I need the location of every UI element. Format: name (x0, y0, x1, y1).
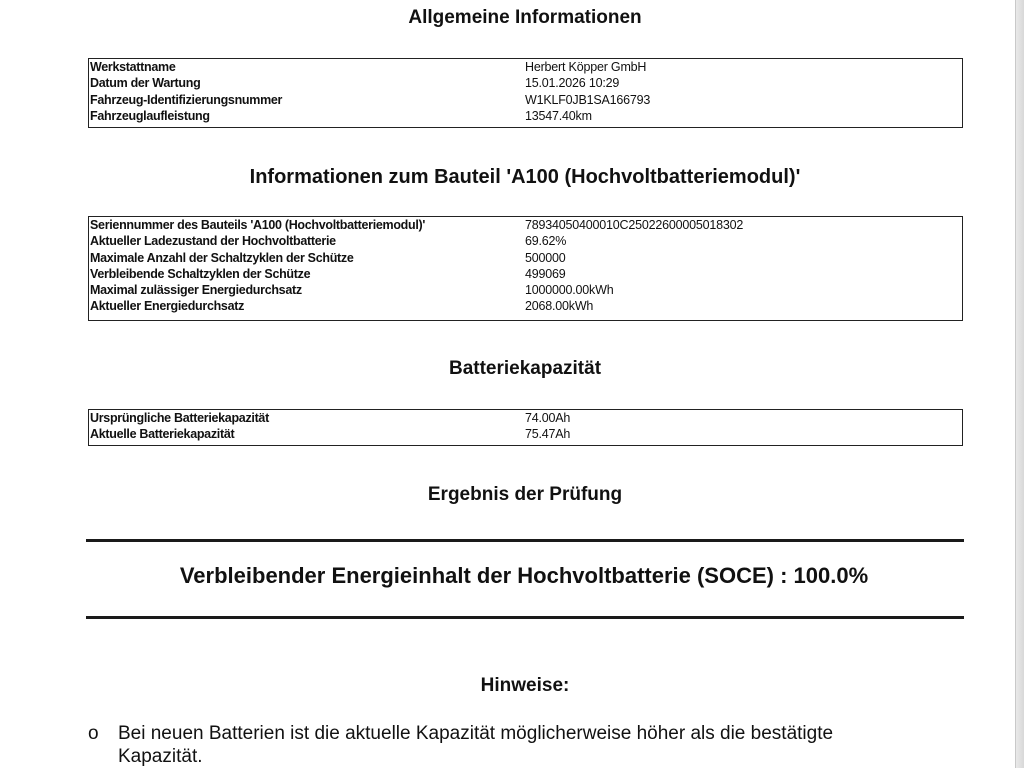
table-row (89, 282, 962, 298)
row-label: Aktueller Ladezustand der Hochvoltbatterie (90, 234, 336, 249)
row-label: Werkstattname (90, 60, 176, 74)
capacity-heading: Batteriekapazität (448, 358, 602, 379)
row-value: 75.47Ah (525, 427, 571, 442)
result-heading: Ergebnis der Prüfung (427, 484, 623, 505)
note-text: Bei neuen Batterien ist die aktuelle Kapazität möglicherweise höher als die bestätigte Kapazität. (118, 723, 834, 767)
row-value: 74.00Ah (525, 411, 571, 425)
row-label: Fahrzeuglaufleistung (90, 108, 210, 123)
row-value: 1000000.00kWh (525, 283, 614, 298)
row-value: Herbert Köpper GmbH (525, 60, 647, 74)
table-row (89, 426, 962, 442)
row-value: 69.62% (525, 234, 567, 249)
table-row (89, 59, 962, 75)
divider-top (86, 539, 964, 542)
table-row (89, 233, 962, 249)
row-value: 13547.40km (525, 108, 592, 123)
row-label: Verbleibende Schaltzyklen der Schütze (90, 266, 311, 281)
page-edge (1015, 0, 1024, 768)
general-info-heading: Allgemeine Informationen (408, 7, 642, 28)
note-item (88, 722, 908, 768)
component-info-table (88, 216, 963, 321)
row-label: Datum der Wartung (90, 76, 201, 91)
table-row (89, 410, 962, 426)
general-info-table (88, 58, 963, 128)
table-row (89, 108, 962, 124)
row-label: Maximale Anzahl der Schaltzyklen der Schütze (90, 250, 354, 265)
table-row (89, 250, 962, 266)
row-label: Maximal zulässiger Energiedurchsatz (90, 283, 302, 298)
table-row (89, 298, 962, 314)
row-value: 500000 (525, 250, 566, 265)
row-label: Seriennummer des Bauteils 'A100 (Hochvoltbatteriemodul)' (90, 218, 426, 232)
note-bullet: o (88, 723, 99, 744)
row-value: 78934050400010C25022600005018302 (525, 218, 744, 232)
component-info-heading: Informationen zum Bauteil 'A100 (Hochvoltbatteriemodul)' (249, 166, 801, 188)
notes-heading: Hinweise: (480, 675, 570, 696)
table-row (89, 266, 962, 282)
capacity-table (88, 409, 963, 446)
row-value: W1KLF0JB1SA166793 (525, 92, 651, 107)
row-label: Aktuelle Batteriekapazität (90, 427, 235, 442)
soce-result-text: Verbleibender Energieinhalt der Hochvoltbatterie (SOCE) : 100.0% (179, 563, 869, 588)
divider-bottom (86, 616, 964, 619)
row-label: Fahrzeug-Identifizierungsnummer (90, 92, 283, 107)
table-row (89, 92, 962, 108)
table-row (89, 75, 962, 91)
table-row (89, 217, 962, 233)
row-label: Ursprüngliche Batteriekapazität (90, 411, 269, 425)
row-value: 499069 (525, 266, 566, 281)
row-label: Aktueller Energiedurchsatz (90, 299, 245, 314)
row-value: 15.01.2026 10:29 (525, 76, 620, 91)
row-value: 2068.00kWh (525, 299, 594, 314)
